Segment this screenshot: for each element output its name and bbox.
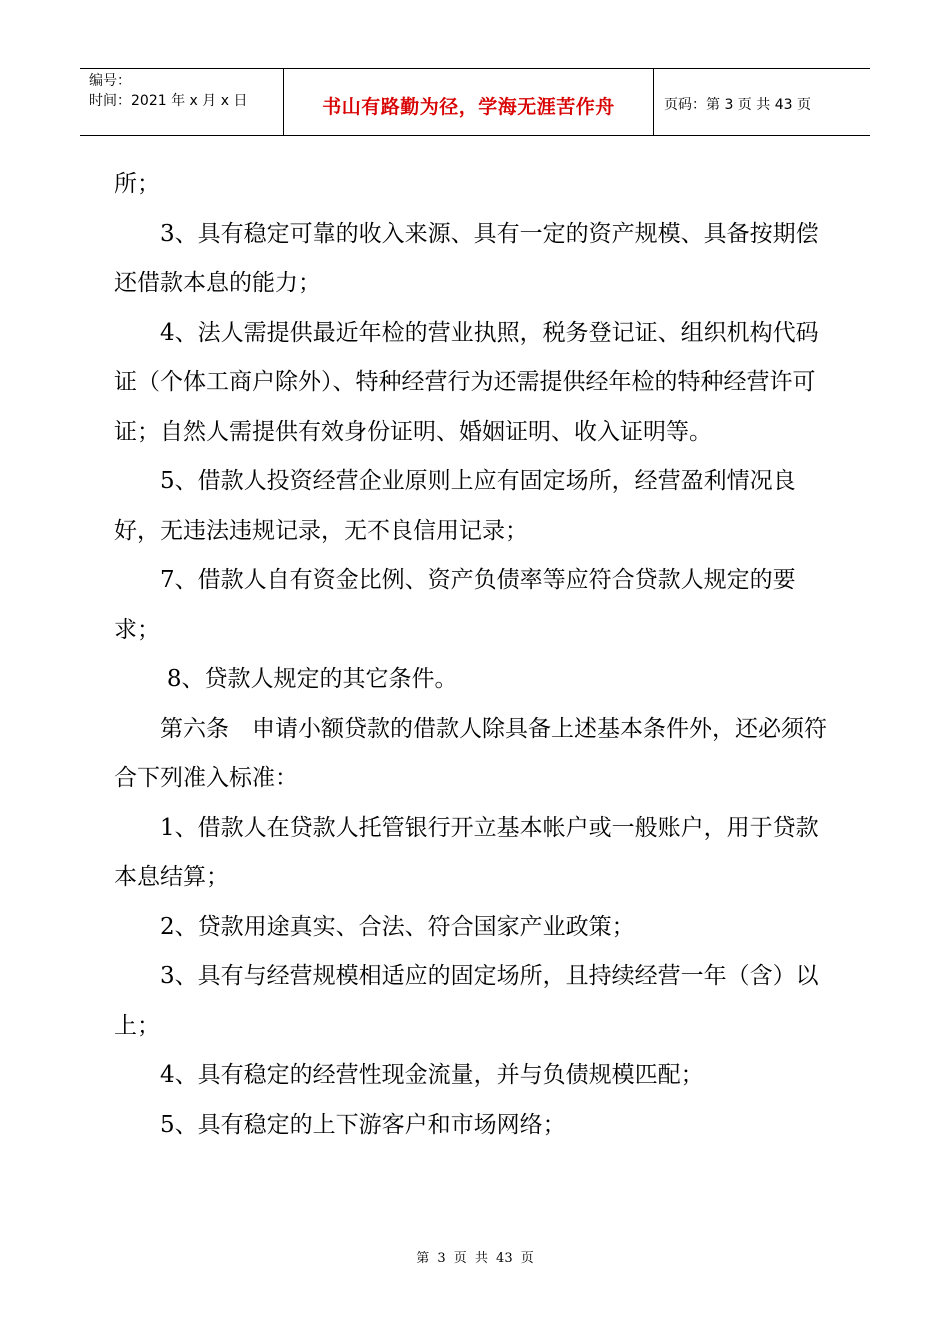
paragraph-item-3: 3、具有稳定可靠的收入来源、具有一定的资产规模、具备按期偿还借款本息的能力； (114, 220, 819, 296)
document-body (114, 160, 836, 1150)
paragraph-standard-1: 1、借款人在贷款人托管银行开立基本帐户或一般账户，用于贷款本息结算； (114, 814, 819, 890)
paragraph-continuation: 所； (114, 171, 160, 197)
document-header (80, 68, 870, 136)
document-number-label: 编号： (89, 73, 131, 89)
header-motto-cell (284, 69, 654, 135)
header-motto: 书山有路勤为径，学海无涯苦作舟 (322, 95, 615, 118)
paragraph-item-5: 5、借款人投资经营企业原则上应有固定场所，经营盈利情况良好，无违法违规记录，无不良信用记录； (114, 468, 796, 544)
paragraph-standard-5: 5、具有稳定的上下游客户和市场网络； (160, 1111, 566, 1138)
paragraph-standard-3: 3、具有与经营规模相适应的固定场所，且持续经营一年（含）以上； (114, 963, 819, 1039)
header-meta-cell (80, 69, 284, 135)
paragraph-standard-4: 4、具有稳定的经营性现金流量，并与负债规模匹配； (160, 1062, 704, 1088)
header-page-cell (654, 69, 870, 135)
header-page-info: 页码：第 3 页 共 43 页 (664, 97, 811, 113)
paragraph-article-6: 第六条 申请小额贷款的借款人除具备上述基本条件外，还必须符合下列准入标准： (114, 715, 827, 791)
paragraph-standard-2: 2、贷款用途真实、合法、符合国家产业政策； (160, 913, 635, 940)
page-footer: 第 3 页 共 43 页 (416, 1251, 534, 1266)
paragraph-item-7: 7、借款人自有资金比例、资产负债率等应符合贷款人规定的要求； (114, 567, 796, 643)
paragraph-item-8: 8、贷款人规定的其它条件。 (166, 666, 458, 692)
document-time-label: 时间：2021 年 x 月 x 日 (89, 93, 248, 109)
paragraph-item-4: 4、法人需提供最近年检的营业执照，税务登记证、组织机构代码证（个体工商户除外）、特种经营行为还需提供经年检的特种经营许可证；自然人需提供有效身份证明、婚姻证明、收入证明等。 (114, 319, 819, 445)
